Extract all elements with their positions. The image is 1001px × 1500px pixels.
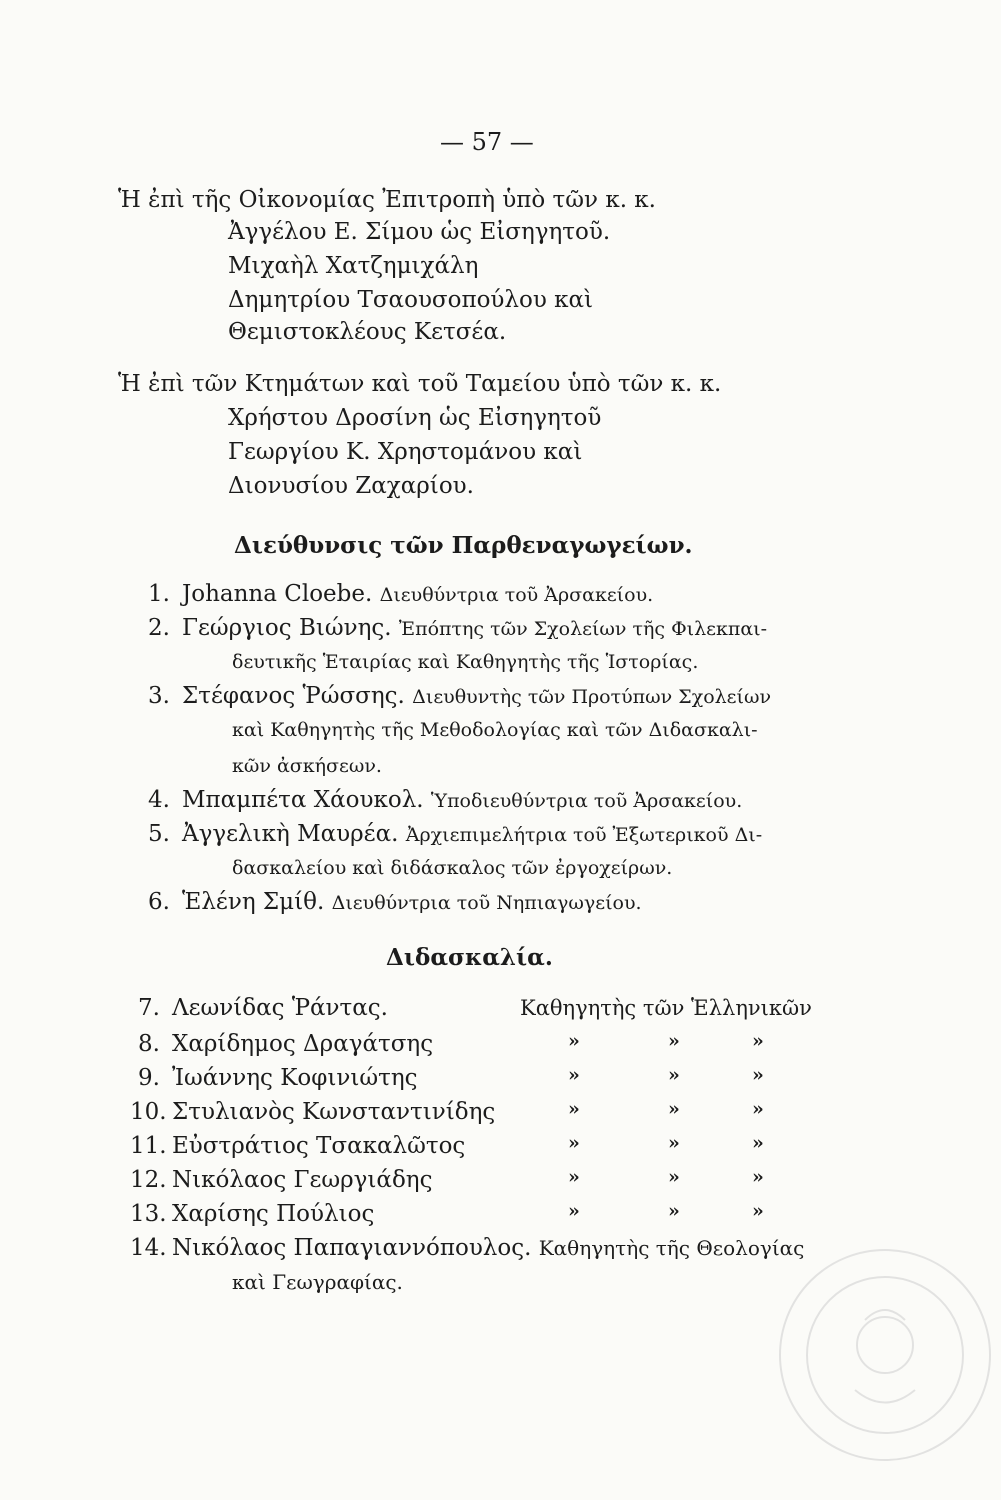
ditto-mark: » xyxy=(668,1064,680,1086)
entry-role-continued: κῶν ἀσκήσεων. xyxy=(232,755,382,777)
entry-name: Johanna Cloebe. xyxy=(182,581,373,607)
directorate-entry xyxy=(140,580,653,609)
entry-number: 12. xyxy=(130,1167,167,1193)
ditto-mark: » xyxy=(668,1030,680,1052)
entry-name: Νικόλαος Παπαγιαννόπουλος. xyxy=(172,1235,532,1261)
entry-name: Στέφανος Ῥώσσης. xyxy=(182,683,405,709)
entry-name: Εὐστράτιος Τσακαλῶτος xyxy=(172,1133,466,1159)
entry-role: Καθηγητὴς τῆς Θεολογίας xyxy=(538,1236,805,1260)
ditto-mark: » xyxy=(568,1132,580,1154)
entry-name: Μπαμπέτα Χάουκολ. xyxy=(182,787,424,813)
section-heading-directorate: Διεύθυνσις τῶν Παρθεναγωγείων. xyxy=(234,532,693,559)
ditto-mark: » xyxy=(752,1132,764,1154)
entry-name: Νικόλαος Γεωργιάδης xyxy=(172,1167,433,1193)
ditto-mark: » xyxy=(568,1098,580,1120)
entry-number: 11. xyxy=(130,1133,167,1159)
entry-number: 4. xyxy=(148,787,170,813)
committee-heading: Ἡ ἐπὶ τῶν Κτημάτων καὶ τοῦ Ταμείου ὑπὸ τῶν κ. κ. xyxy=(118,371,722,397)
entry-role: Διευθύντρια τοῦ Νηπιαγωγείου. xyxy=(331,892,642,914)
entry-name: Λεωνίδας Ῥάντας. xyxy=(172,995,388,1021)
teaching-entry xyxy=(130,1234,804,1262)
ditto-mark: » xyxy=(752,1030,764,1052)
committee-member: Χρήστου Δροσίνη ὡς Εἰσηγητοῦ xyxy=(228,405,602,431)
committee-member: Δημητρίου Τσαουσοπούλου καὶ xyxy=(228,287,594,313)
directorate-entry xyxy=(140,820,762,849)
library-seal-icon xyxy=(770,1240,1000,1470)
ditto-mark: » xyxy=(568,1030,580,1052)
entry-number: 13. xyxy=(130,1201,167,1227)
entry-role: Καθηγητὴς τῶν Ἑλληνικῶν xyxy=(520,996,812,1020)
entry-role-continued: δευτικῆς Ἑταιρίας καὶ Καθηγητὴς τῆς Ἱστορίας. xyxy=(232,651,699,673)
entry-number: 14. xyxy=(130,1235,167,1261)
entry-role: Ἀρχιεπιμελήτρια τοῦ Ἐξωτερικοῦ Δι- xyxy=(405,824,763,846)
ditto-mark: » xyxy=(752,1098,764,1120)
entry-role-continued: δασκαλείου καὶ διδάσκαλος τῶν ἐργοχείρων. xyxy=(232,857,673,879)
entry-number: 1. xyxy=(148,581,170,607)
section-heading-teaching: Διδασκαλία. xyxy=(386,944,553,971)
teaching-entry xyxy=(130,1166,432,1194)
entry-number: 10. xyxy=(130,1099,167,1125)
ditto-mark: » xyxy=(752,1200,764,1222)
teaching-entry xyxy=(130,1132,465,1160)
directorate-entry xyxy=(140,786,742,815)
entry-number: 3. xyxy=(148,683,170,709)
entry-role: Διευθύντρια τοῦ Ἀρσακείου. xyxy=(379,584,654,606)
teaching-entry xyxy=(130,1098,495,1126)
entry-role: Ὑποδιευθύντρια τοῦ Ἀρσακείου. xyxy=(430,790,743,812)
ditto-mark: » xyxy=(568,1200,580,1222)
committee-member: Ἀγγέλου Ε. Σίμου ὡς Εἰσηγητοῦ. xyxy=(228,219,611,245)
committee-member: Θεμιστοκλέους Κετσέα. xyxy=(228,319,507,345)
entry-number: 2. xyxy=(148,615,170,641)
ditto-mark: » xyxy=(568,1064,580,1086)
entry-number: 7. xyxy=(138,995,160,1021)
committee-heading: Ἡ ἐπὶ τῆς Οἰκονομίας Ἐπιτροπὴ ὑπὸ τῶν κ. κ. xyxy=(118,187,656,213)
teaching-entry xyxy=(130,1064,418,1092)
entry-name: Γεώργιος Βιώνης. xyxy=(182,615,392,641)
teaching-entry xyxy=(130,994,388,1022)
entry-role-continued: καὶ Καθηγητὴς τῆς Μεθοδολογίας καὶ τῶν Διδασκαλι- xyxy=(232,719,758,741)
entry-role: Ἐπόπτης τῶν Σχολείων τῆς Φιλεκπαι- xyxy=(398,618,768,640)
committee-member: Γεωργίου Κ. Χρηστομάνου καὶ xyxy=(228,439,583,465)
ditto-mark: » xyxy=(752,1166,764,1188)
entry-name: Στυλιανὸς Κωνσταντινίδης xyxy=(172,1099,496,1125)
teaching-entry xyxy=(130,1030,433,1058)
entry-name: Χαρίσης Πούλιος xyxy=(172,1201,375,1227)
entry-role: Διευθυντὴς τῶν Προτύπων Σχολείων xyxy=(412,686,772,708)
entry-role-continued: καὶ Γεωγραφίας. xyxy=(232,1270,403,1294)
entry-name: Ἰωάννης Κοφινιώτης xyxy=(172,1065,418,1091)
entry-name: Ἑλένη Σμίθ. xyxy=(182,889,325,915)
ditto-mark: » xyxy=(752,1064,764,1086)
ditto-mark: » xyxy=(668,1200,680,1222)
ditto-mark: » xyxy=(668,1098,680,1120)
page-number: — 57 — xyxy=(440,128,534,156)
entry-number: 8. xyxy=(138,1031,160,1057)
entry-number: 9. xyxy=(138,1065,160,1091)
directorate-entry xyxy=(140,888,642,917)
ditto-mark: » xyxy=(568,1166,580,1188)
teaching-entry xyxy=(130,1200,374,1228)
entry-number: 6. xyxy=(148,889,170,915)
entry-number: 5. xyxy=(148,821,170,847)
entry-name: Χαρίδημος Δραγάτσης xyxy=(172,1031,434,1057)
directorate-entry xyxy=(140,682,771,711)
directorate-entry xyxy=(140,614,767,643)
ditto-mark: » xyxy=(668,1132,680,1154)
entry-name: Ἀγγελικὴ Μαυρέα. xyxy=(182,821,399,847)
committee-member: Μιχαὴλ Χατζημιχάλη xyxy=(228,253,479,279)
ditto-mark: » xyxy=(668,1166,680,1188)
committee-member: Διονυσίου Ζαχαρίου. xyxy=(228,473,474,499)
